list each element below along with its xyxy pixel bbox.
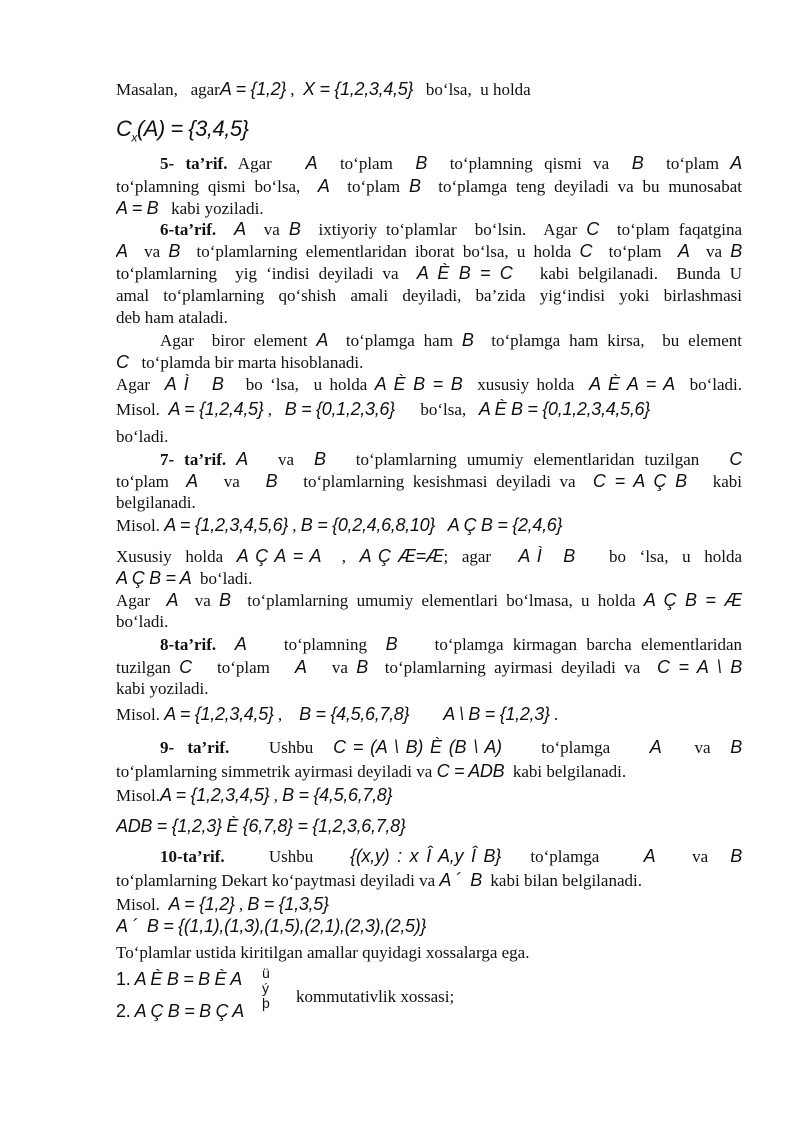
text-line-24: 8-ta’rif. A to‘plamning B to‘plamga kirmagan barcha elementlaridan	[160, 634, 742, 654]
text-line-8: to‘plamlarning yig ‘indisi deyiladi va A È B = C kabi belgilanadi. Bunda U	[116, 263, 742, 283]
text-line-36: To‘plamlar ustida kiritilgan amallar quyidagi xossalarga ega.	[116, 943, 530, 962]
text-line-35: A ´ B = {(1,1),(1,3),(1,5),(2,1),(2,3),(2,5)}	[116, 916, 427, 936]
text-line-28: 9- ta’rif. Ushbu C = (A \ B) È (B \ A) to‘plamga A va B	[160, 737, 742, 757]
text-line-9: amal to‘plamlarning qo‘shish amali deyiladi, ba’zida yig‘indisi yoki birlashmasi	[116, 286, 742, 305]
text-line-1: Masalan, agarA = {1,2} , X = {1,2,3,4,5} bo‘lsa, u holda	[116, 79, 531, 99]
text-line-15: bo‘ladi.	[116, 427, 169, 446]
text-line-16: 7- ta’rif. A va B to‘plamlarning umumiy elementlaridan tuzilgan C	[160, 449, 742, 469]
text-line-39: kommutativlik xossasi;	[296, 987, 455, 1006]
text-line-23: bo‘ladi.	[116, 612, 169, 631]
text-line-18: belgilanadi.	[116, 493, 196, 512]
text-line-4: to‘plamning qismi bo‘lsa, A to‘plam B to‘plamga teng deyiladi va bu munosabat	[116, 176, 742, 196]
text-line-2: $C_x(A) = \{3,4,5\}$	[116, 118, 249, 145]
text-line-32: 10-ta’rif. Ushbu {(x,y) : x Î A,y Î B} to‘plamga A va B	[160, 846, 742, 866]
text-line-20: Xususiy holda A Ç A = A , A Ç Æ=Æ; agar A Ì B bo ‘lsa, u holda	[116, 546, 742, 566]
text-line-3: 5- ta’rif. Agar A to‘plam B to‘plamning qismi va B to‘plam A	[160, 153, 742, 173]
text-line-7: A va B to‘plamlarning elementlaridan iborat bo‘lsa, u holda C to‘plam A va B	[116, 241, 742, 261]
brace-symbol: ü ý þ	[262, 965, 270, 1011]
text-line-5: A = B kabi yoziladi.	[116, 198, 264, 218]
text-line-14: Misol. A = {1,2,4,5} , B = {0,1,2,3,6} bo‘lsa, A È B = {0,1,2,3,4,5,6}	[116, 399, 650, 419]
text-line-19: Misol. A = {1,2,3,4,5,6} , B = {0,2,4,6,8,10} A Ç B = {2,4,6}	[116, 515, 563, 535]
text-line-26: kabi yoziladi.	[116, 679, 209, 698]
text-line-33: to‘plamlarning Dekart ko‘paytmasi deyiladi va A ´ B kabi bilan belgilanadi.	[116, 870, 642, 890]
text-line-22: Agar A va B to‘plamlarning umumiy elementlari bo‘lmasa, u holda A Ç B = Æ	[116, 590, 742, 610]
text-line-37: 1. A È B = B È A	[116, 969, 242, 989]
text-line-12: C to‘plamda bir marta hisoblanadi.	[116, 352, 364, 372]
text-line-34: Misol. A = {1,2} , B = {1,3,5}	[116, 894, 329, 914]
text-line-27: Misol. A = {1,2,3,4,5} , B = {4,5,6,7,8} A \ B = {1,2,3} .	[116, 704, 559, 724]
text-line-25: tuzilgan C to‘plam A va B to‘plamlarning ayirmasi deyiladi va C = A \ B	[116, 657, 742, 677]
text-line-10: deb ham ataladi.	[116, 308, 228, 327]
text-line-11: Agar biror element A to‘plamga ham B to‘plamga ham kirsa, bu element	[160, 330, 742, 350]
text-line-21: A Ç B = A bo‘ladi.	[116, 568, 253, 588]
text-line-31: ADB = {1,2,3} È {6,7,8} = {1,2,3,6,7,8}	[116, 816, 406, 836]
text-line-17: to‘plam A va B to‘plamlarning kesishmasi deyiladi va C = A Ç B kabi	[116, 471, 742, 491]
text-line-38: 2. A Ç B = B Ç A	[116, 1001, 244, 1021]
text-line-30: Misol.A = {1,2,3,4,5} , B = {4,5,6,7,8}	[116, 785, 393, 805]
text-line-6: 6-ta’rif. A va B ixtiyoriy to‘plamlar bo‘lsin. Agar C to‘plam faqatgina	[160, 219, 742, 239]
text-line-13: Agar A Ì B bo ‘lsa, u holda A È B = B xususiy holda A È A = A bo‘ladi.	[116, 374, 742, 394]
text-line-29: to‘plamlarning simmetrik ayirmasi deyiladi va C = ADB kabi belgilanadi.	[116, 761, 627, 781]
